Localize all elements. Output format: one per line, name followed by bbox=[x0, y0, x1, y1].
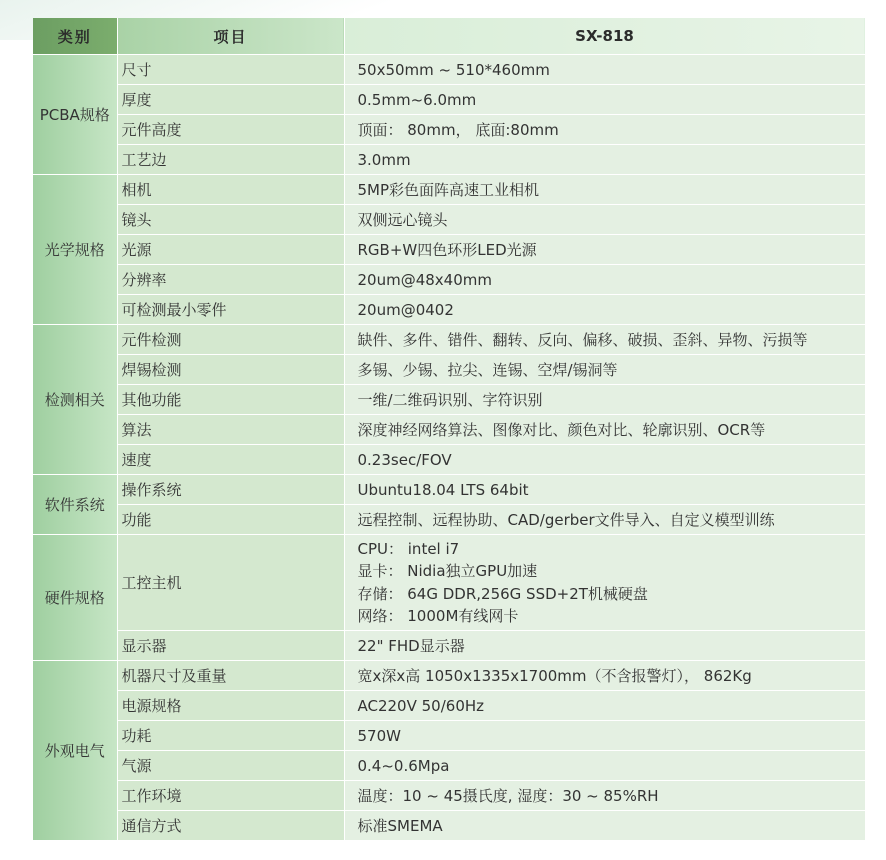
table-row bbox=[33, 325, 865, 355]
value-line: 网络： 1000M有线网卡 bbox=[357, 607, 519, 625]
value-cell: 0.5mm~6.0mm bbox=[344, 85, 865, 115]
table-row bbox=[33, 781, 865, 811]
value-cell: 20um@0402 bbox=[344, 295, 865, 325]
value-cell: 标准SMEMA bbox=[344, 811, 865, 841]
value-cell: 远程控制、远程协助、CAD/gerber文件导入、自定义模型训练 bbox=[344, 505, 865, 535]
category-cell: 软件系统 bbox=[33, 475, 117, 535]
value-cell: 0.4~0.6Mpa bbox=[344, 751, 865, 781]
table-row bbox=[33, 631, 865, 661]
category-cell: 检测相关 bbox=[33, 325, 117, 475]
table-row bbox=[33, 55, 865, 85]
item-cell: 工艺边 bbox=[117, 145, 344, 175]
value-cell: 双侧远心镜头 bbox=[344, 205, 865, 235]
item-cell: 工作环境 bbox=[117, 781, 344, 811]
table-row bbox=[33, 535, 865, 631]
table-row bbox=[33, 505, 865, 535]
header-model: SX-818 bbox=[344, 18, 865, 55]
item-cell: 镜头 bbox=[117, 205, 344, 235]
value-cell: 温度：10 ~ 45摄氏度, 湿度：30 ~ 85%RH bbox=[344, 781, 865, 811]
item-cell: 功耗 bbox=[117, 721, 344, 751]
item-cell: 气源 bbox=[117, 751, 344, 781]
category-cell: 外观电气 bbox=[33, 661, 117, 841]
value-cell: 缺件、多件、错件、翻转、反向、偏移、破损、歪斜、异物、污损等 bbox=[344, 325, 865, 355]
table-row bbox=[33, 265, 865, 295]
item-cell: 分辨率 bbox=[117, 265, 344, 295]
table-row bbox=[33, 355, 865, 385]
value-line: 显卡： Nidia独立GPU加速 bbox=[357, 562, 538, 580]
item-cell: 电源规格 bbox=[117, 691, 344, 721]
value-cell: 顶面： 80mm， 底面:80mm bbox=[344, 115, 865, 145]
category-cell: PCBA规格 bbox=[33, 55, 117, 175]
item-cell: 通信方式 bbox=[117, 811, 344, 841]
table-row bbox=[33, 751, 865, 781]
table-row bbox=[33, 661, 865, 691]
item-cell: 厚度 bbox=[117, 85, 344, 115]
item-cell: 光源 bbox=[117, 235, 344, 265]
value-cell: 一维/二维码识别、字符识别 bbox=[344, 385, 865, 415]
item-cell: 元件高度 bbox=[117, 115, 344, 145]
table-row bbox=[33, 385, 865, 415]
table-row bbox=[33, 295, 865, 325]
item-cell: 可检测最小零件 bbox=[117, 295, 344, 325]
table-row bbox=[33, 475, 865, 505]
value-cell: 多锡、少锡、拉尖、连锡、空焊/锡洞等 bbox=[344, 355, 865, 385]
item-cell: 算法 bbox=[117, 415, 344, 445]
spec-table bbox=[33, 18, 866, 841]
value-cell: RGB+W四色环形LED光源 bbox=[344, 235, 865, 265]
item-cell: 尺寸 bbox=[117, 55, 344, 85]
table-row bbox=[33, 445, 865, 475]
table-row bbox=[33, 235, 865, 265]
value-cell: 570W bbox=[344, 721, 865, 751]
value-cell: 深度神经网络算法、图像对比、颜色对比、轮廓识别、OCR等 bbox=[344, 415, 865, 445]
item-cell: 工控主机 bbox=[117, 535, 344, 631]
value-cell: AC220V 50/60Hz bbox=[344, 691, 865, 721]
table-row bbox=[33, 85, 865, 115]
value-cell: 宽x深x高 1050x1335x1700mm（不含报警灯）， 862Kg bbox=[344, 661, 865, 691]
item-cell: 焊锡检测 bbox=[117, 355, 344, 385]
item-cell: 操作系统 bbox=[117, 475, 344, 505]
item-cell: 机器尺寸及重量 bbox=[117, 661, 344, 691]
value-cell: 0.23sec/FOV bbox=[344, 445, 865, 475]
table-row bbox=[33, 811, 865, 841]
table-row bbox=[33, 145, 865, 175]
item-cell: 显示器 bbox=[117, 631, 344, 661]
item-cell: 元件检测 bbox=[117, 325, 344, 355]
value-line: CPU： intel i7 bbox=[357, 539, 460, 558]
value-cell: 5MP彩色面阵高速工业相机 bbox=[344, 175, 865, 205]
item-cell: 速度 bbox=[117, 445, 344, 475]
value-cell bbox=[344, 535, 865, 631]
value-cell: Ubuntu18.04 LTS 64bit bbox=[344, 475, 865, 505]
category-cell: 光学规格 bbox=[33, 175, 117, 325]
value-cell: 50x50mm ~ 510*460mm bbox=[344, 55, 865, 85]
value-cell: 3.0mm bbox=[344, 145, 865, 175]
value-cell: 22" FHD显示器 bbox=[344, 631, 865, 661]
value-line: 存储： 64G DDR,256G SSD+2T机械硬盘 bbox=[357, 584, 648, 603]
item-cell: 相机 bbox=[117, 175, 344, 205]
item-cell: 其他功能 bbox=[117, 385, 344, 415]
table-row bbox=[33, 115, 865, 145]
table-row bbox=[33, 415, 865, 445]
table-row bbox=[33, 691, 865, 721]
table-row bbox=[33, 205, 865, 235]
value-cell: 20um@48x40mm bbox=[344, 265, 865, 295]
category-cell: 硬件规格 bbox=[33, 535, 117, 661]
header-category: 类别 bbox=[33, 18, 117, 55]
table-row bbox=[33, 721, 865, 751]
table-row bbox=[33, 175, 865, 205]
item-cell: 功能 bbox=[117, 505, 344, 535]
header-item: 项目 bbox=[117, 18, 344, 55]
